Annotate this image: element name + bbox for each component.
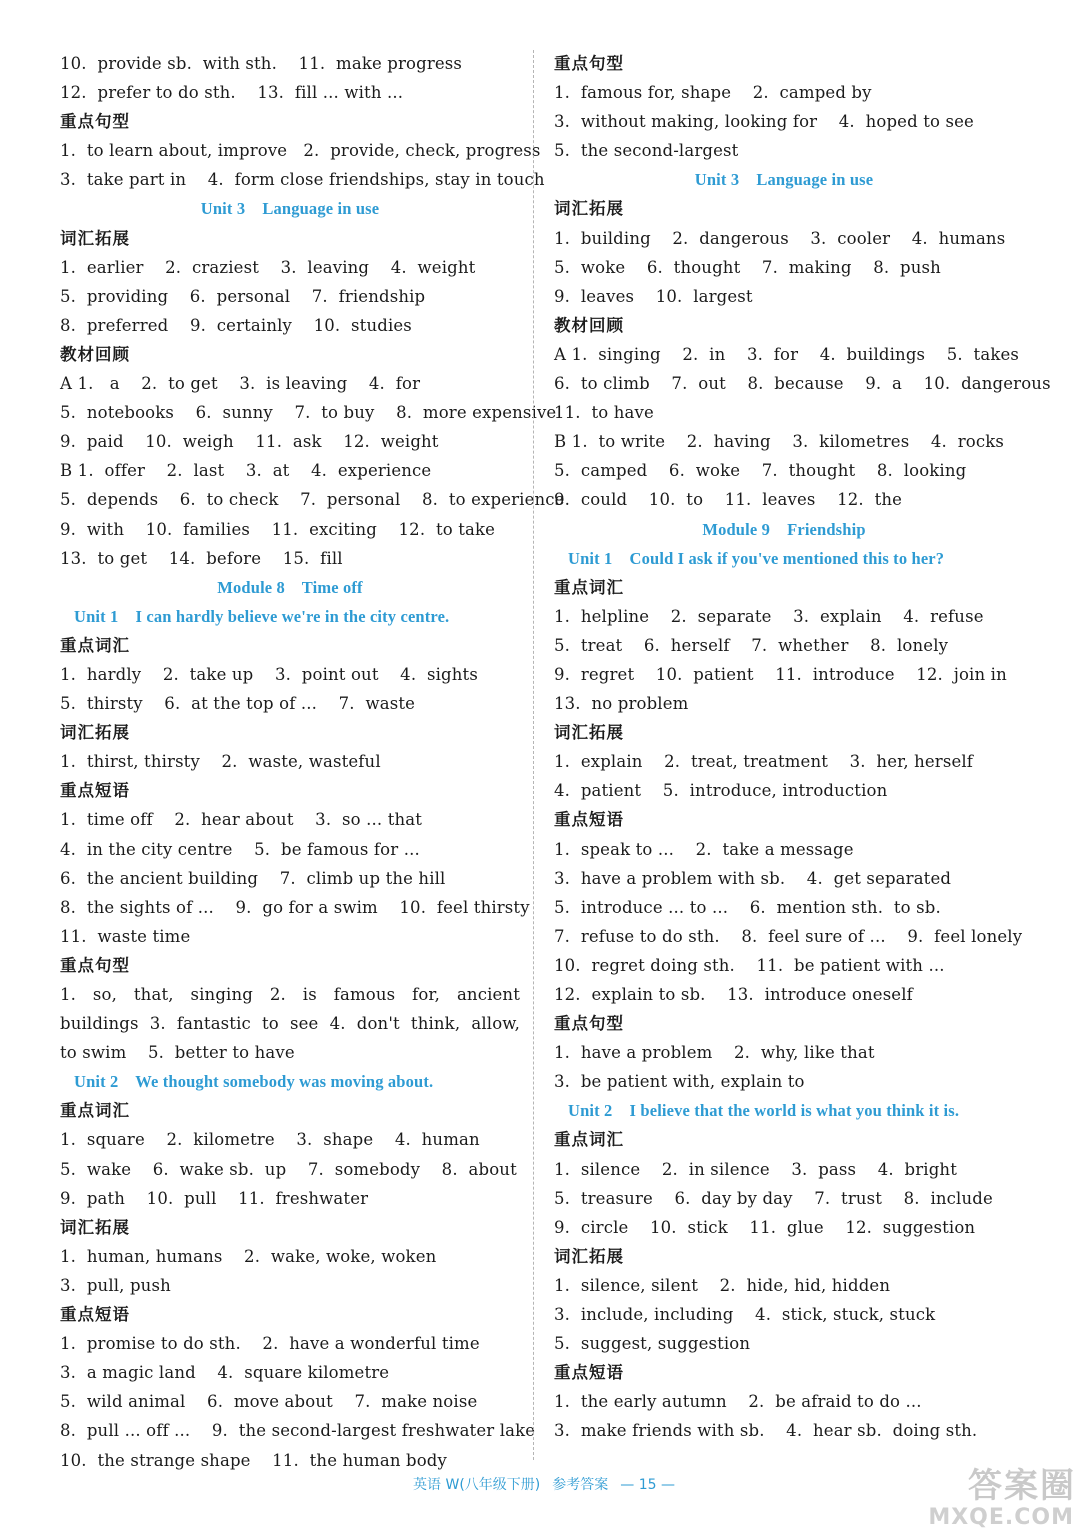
answer-line: 8. pull ... off ... 9. the second-largest freshwater lake <box>60 1421 536 1441</box>
answer-line: 1. thirst, thirsty 2. waste, wasteful <box>60 752 381 772</box>
unit-title: Unit 3 Language in use <box>200 199 380 219</box>
section-heading: 词汇拓展 <box>554 723 624 743</box>
column-divider <box>533 50 534 1460</box>
answer-line: 1. to learn about, improve 2. provide, check, progress <box>60 141 541 161</box>
answer-line: buildings 3. fantastic to see 4. don't think, allow, <box>60 1014 520 1034</box>
answer-line: B 1. offer 2. last 3. at 4. experience <box>60 461 432 481</box>
section-heading: 重点短语 <box>554 810 624 830</box>
right-column <box>554 49 1051 1446</box>
section-heading: 重点句型 <box>554 1014 624 1034</box>
answer-line: 5. wild animal 6. move about 7. make noise <box>60 1392 478 1412</box>
answer-line: 3. be patient with, explain to <box>554 1072 805 1092</box>
answer-line: 3. include, including 4. stick, stuck, stuck <box>554 1305 936 1325</box>
answer-line: 1. so, that, singing 2. is famous for, ancient <box>60 985 520 1004</box>
unit-title: Module 8 Time off <box>217 577 363 597</box>
section-heading: 重点短语 <box>60 1305 130 1325</box>
answer-line: 12. prefer to do sth. 13. fill ... with ... <box>60 83 404 103</box>
answer-line: 5. woke 6. thought 7. making 8. push <box>554 257 941 277</box>
answer-line: 3. take part in 4. form close friendships, stay in touch <box>60 170 545 190</box>
answer-line: 5. notebooks 6. sunny 7. to buy 8. more expensive <box>60 403 557 423</box>
answer-line: 5. introduce ... to ... 6. mention sth. to sb. <box>554 897 941 917</box>
answer-line: 10. the strange shape 11. the human body <box>60 1450 447 1470</box>
answer-line: 10. provide sb. with sth. 11. make progress <box>60 54 463 73</box>
answer-line: 1. time off 2. hear about 3. so ... that <box>60 810 423 830</box>
section-heading: 重点句型 <box>60 955 130 975</box>
unit-title: Unit 1 Could I ask if you've mentioned this to her? <box>568 548 945 568</box>
answer-line: 3. have a problem with sb. 4. get separated <box>554 868 952 888</box>
section-heading: 教材回顾 <box>554 315 624 335</box>
answer-line: 6. the ancient building 7. climb up the hill <box>60 868 446 888</box>
answer-line: 8. preferred 9. certainly 10. studies <box>60 315 412 335</box>
answer-line: 12. explain to sb. 13. introduce oneself <box>554 985 913 1004</box>
answer-line: 11. waste time <box>60 926 191 946</box>
answer-line: 9. with 10. families 11. exciting 12. to take <box>60 519 496 539</box>
answer-line: 1. square 2. kilometre 3. shape 4. human <box>60 1130 480 1150</box>
section-heading: 教材回顾 <box>60 344 130 364</box>
answer-line: 9. paid 10. weigh 11. ask 12. weight <box>60 432 439 452</box>
answer-line: 10. regret doing sth. 11. be patient with ... <box>554 955 945 975</box>
unit-title: Unit 3 Language in use <box>694 170 874 190</box>
answer-line: 1. speak to ... 2. take a message <box>554 839 854 859</box>
answer-line: 9. could 10. to 11. leaves 12. the <box>554 490 903 510</box>
footer-subject: 英语 W(八年级下册) <box>413 1477 541 1493</box>
answer-line: 9. path 10. pull 11. freshwater <box>60 1188 369 1208</box>
answer-line: 1. silence 2. in silence 3. pass 4. bright <box>554 1159 957 1179</box>
section-heading: 重点词汇 <box>554 1130 624 1150</box>
answer-line: 1. building 2. dangerous 3. cooler 4. humans <box>554 228 1006 248</box>
answer-line: A 1. singing 2. in 3. for 4. buildings 5. takes <box>554 344 1020 364</box>
watermark-logo <box>920 1458 1080 1530</box>
answer-line: 1. human, humans 2. wake, woke, woken <box>60 1246 437 1266</box>
answer-line: to swim 5. better to have <box>60 1043 295 1063</box>
footer-section: 参考答案 <box>552 1477 609 1493</box>
answer-line: 1. helpline 2. separate 3. explain 4. refuse <box>554 606 984 626</box>
answer-line: 1. hardly 2. take up 3. point out 4. sights <box>60 664 478 684</box>
section-heading: 重点词汇 <box>60 1101 130 1121</box>
section-heading: 词汇拓展 <box>554 1246 624 1266</box>
answer-line: 13. no problem <box>554 694 689 714</box>
section-heading: 词汇拓展 <box>60 228 130 248</box>
answer-line: B 1. to write 2. having 3. kilometres 4. rocks <box>554 432 1005 452</box>
answer-line: 5. wake 6. wake sb. up 7. somebody 8. about <box>60 1159 517 1179</box>
answer-line: 5. the second-largest <box>554 141 739 161</box>
answer-line: 5. suggest, suggestion <box>554 1334 751 1354</box>
answer-line: 3. a magic land 4. square kilometre <box>60 1363 390 1383</box>
answer-line: 5. thirsty 6. at the top of ... 7. waste <box>60 694 416 714</box>
section-heading: 重点词汇 <box>554 577 624 597</box>
left-column <box>60 49 565 1475</box>
answer-line: 5. treasure 6. day by day 7. trust 8. include <box>554 1188 993 1208</box>
unit-title: Unit 2 I believe that the world is what you think it is. <box>568 1101 960 1121</box>
unit-title: Unit 1 I can hardly believe we're in the city centre. <box>74 606 450 626</box>
answer-line: 1. famous for, shape 2. camped by <box>554 83 872 103</box>
section-heading: 重点短语 <box>60 781 130 801</box>
answer-line: 5. providing 6. personal 7. friendship <box>60 286 426 306</box>
section-heading: 重点句型 <box>60 112 130 132</box>
section-heading: 重点句型 <box>554 54 624 73</box>
section-heading: 词汇拓展 <box>554 199 624 219</box>
answer-line: 1. silence, silent 2. hide, hid, hidden <box>554 1275 891 1295</box>
answer-line: 13. to get 14. before 15. fill <box>60 548 343 568</box>
answer-line: 1. have a problem 2. why, like that <box>554 1043 875 1063</box>
answer-line: 5. treat 6. herself 7. whether 8. lonely <box>554 635 949 655</box>
watermark-text: 答案圈 <box>968 1466 1076 1506</box>
answer-line: 4. patient 5. introduce, introduction <box>554 781 888 801</box>
answer-line: 9. regret 10. patient 11. introduce 12. join in <box>554 664 1007 684</box>
answer-line: 9. circle 10. stick 11. glue 12. suggestion <box>554 1217 976 1237</box>
section-heading: 重点短语 <box>554 1363 624 1383</box>
answer-line: 1. promise to do sth. 2. have a wonderful time <box>60 1334 480 1354</box>
answer-line: 3. without making, looking for 4. hoped to see <box>554 112 974 132</box>
answer-line: 6. to climb 7. out 8. because 9. a 10. dangerous <box>554 374 1051 394</box>
section-heading: 重点词汇 <box>60 635 130 655</box>
answer-line: A 1. a 2. to get 3. is leaving 4. for <box>60 374 421 394</box>
answer-line: 4. in the city centre 5. be famous for ... <box>60 839 420 859</box>
page-number: — 15 — <box>620 1477 675 1493</box>
answer-line: 5. depends 6. to check 7. personal 8. to experience <box>60 490 565 510</box>
answer-line: 9. leaves 10. largest <box>554 286 753 306</box>
answer-line: 5. camped 6. woke 7. thought 8. looking <box>554 461 967 481</box>
section-heading: 词汇拓展 <box>60 1217 130 1237</box>
unit-title: Module 9 Friendship <box>702 519 866 539</box>
section-heading: 词汇拓展 <box>60 723 130 743</box>
answer-line: 1. earlier 2. craziest 3. leaving 4. weight <box>60 257 476 277</box>
answer-line: 3. make friends with sb. 4. hear sb. doing sth. <box>554 1421 978 1441</box>
answer-line: 1. explain 2. treat, treatment 3. her, herself <box>554 752 974 772</box>
watermark-url: MXQE.COM <box>928 1505 1074 1530</box>
answer-line: 1. the early autumn 2. be afraid to do ... <box>554 1392 922 1412</box>
unit-title: Unit 2 We thought somebody was moving about. <box>74 1072 434 1092</box>
answer-line: 8. the sights of ... 9. go for a swim 10. feel thirsty <box>60 897 530 917</box>
answer-line: 11. to have <box>554 403 654 423</box>
answer-line: 7. refuse to do sth. 8. feel sure of ... 9. feel lonely <box>554 926 1023 946</box>
answer-line: 3. pull, push <box>60 1275 171 1295</box>
